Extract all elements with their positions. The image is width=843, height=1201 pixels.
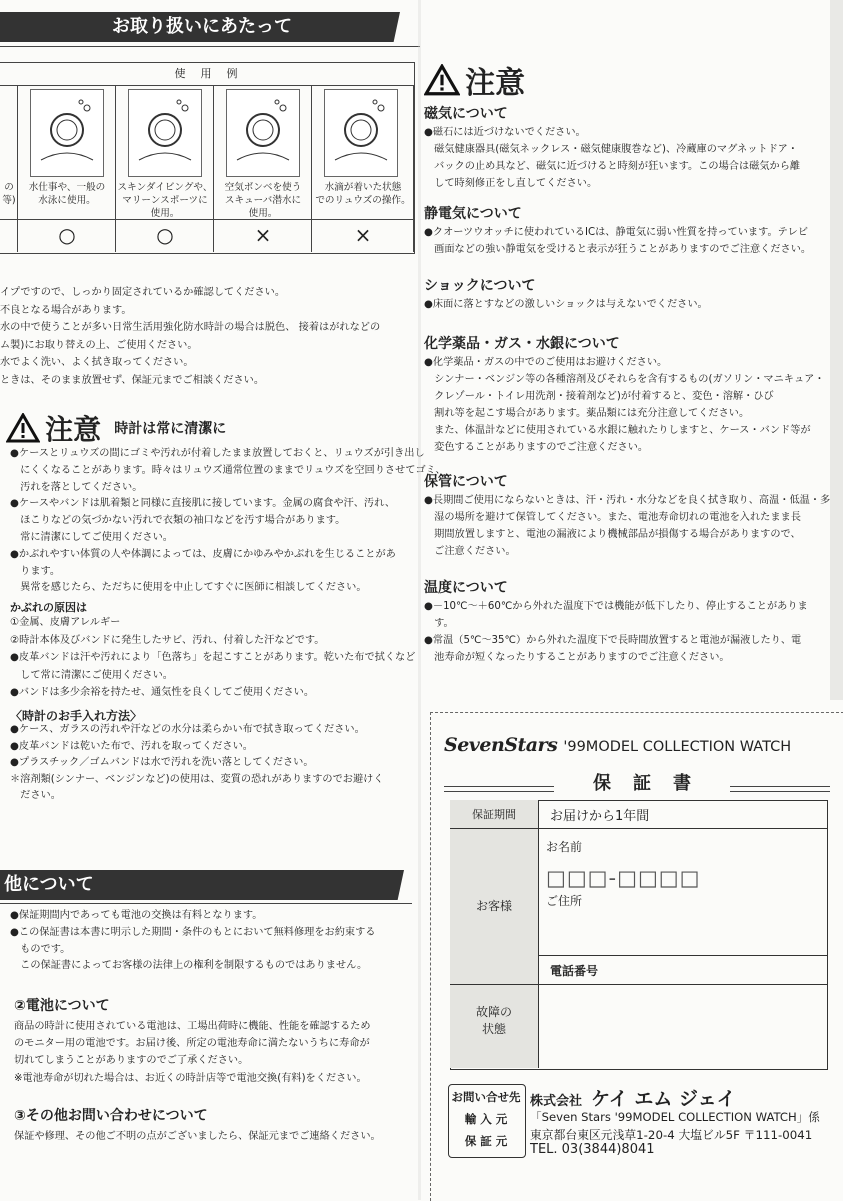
usage-divider: [214, 219, 312, 220]
caution-line: 期間放置しますと、電池の漏液により機械部品が損傷する場合がありますので、: [424, 529, 801, 540]
rash-lines: [10, 614, 415, 702]
warranty-company: [530, 1084, 736, 1111]
caution-section: [424, 472, 830, 560]
usage-caption: 空気ボンベを使う スキューバ潜水に 使用。: [224, 182, 302, 219]
warranty-fault-label: 故障の 状態: [475, 1005, 512, 1036]
text-line: 保証や修理、その他ご不明の点がございましたら、保証元までご連絡ください。: [14, 1131, 381, 1142]
caution-line: して時刻修正をし直してください。: [424, 178, 598, 189]
usage-cell: [0, 85, 18, 252]
text-line: 異常を感じたら、ただちに使用を中止してすぐに医師に相談してください。: [10, 582, 367, 594]
caution-line: ●常温（5℃～35℃）から外れた温度下で長時間放置すると電池が漏液したり、電: [424, 635, 802, 646]
usage-divider: [0, 219, 18, 220]
warranty-customer-label: お客様: [475, 899, 512, 913]
warranty-name-label: お名前: [546, 840, 583, 854]
caution-section: [424, 578, 830, 666]
text-line: ●ケースやバンドは肌着類と同様に直接肌に接しています。金属の腐食や汗、汚れ、: [10, 498, 396, 510]
text-line: ●この保証書は本書に明示した期間・条件のもとにおいて無料修理をお約束する: [10, 926, 376, 938]
caution-section-title: 温度について: [424, 580, 508, 596]
text-line: 水でよく洗い、よく拭き取ってください。: [0, 357, 194, 368]
other-header-title: 他について: [4, 874, 94, 895]
text-line: 不良となる場合があります。: [0, 304, 132, 316]
caution-section-title: 化学薬品・ガス・水銀について: [424, 336, 620, 352]
text-line: ときは、そのまま放置せず、保証元までご相談ください。: [0, 374, 265, 386]
text-line: この保証書によってお客様の法律上の権利を制限するものではありません。: [10, 960, 368, 972]
caution-line: ●磁石には近づけないでください。: [424, 127, 586, 138]
usage-cell: [18, 85, 116, 252]
warranty-title-rule-right: [730, 786, 830, 792]
text-line: して常に清潔にご使用ください。: [10, 669, 173, 681]
caution-line: す。: [424, 618, 454, 629]
caution-line: シンナー・ベンジン等の各種溶剤及びそれらを含有するもの(ガソリン・マニキュア・: [424, 374, 825, 385]
warranty-company-dept: 「Seven Stars '99MODEL COLLECTION WATCH」係: [530, 1110, 820, 1124]
text-line: 汚れを落としてください。: [10, 481, 143, 493]
warranty-product: '99MODEL COLLECTION WATCH: [563, 739, 792, 755]
text-line: ●プラスチック／ゴムバンドは水で汚れを洗い落としてください。: [10, 757, 314, 768]
text-line: ものです。: [10, 943, 71, 955]
battery-lines: [14, 1018, 371, 1087]
text-line: ●ケースとリュウズの間にゴミや汚れが付着したまま放置しておくと、リュウズが引き出し: [10, 448, 425, 459]
care-title: 〈時計のお手入れ方法〉: [10, 709, 143, 723]
usage-illustration: [30, 89, 104, 177]
caution-section: [424, 204, 830, 258]
warranty-col-divider: [538, 800, 539, 1068]
inquiry-title: ③その他お問い合わせについて: [14, 1108, 208, 1124]
text-line: 水の中で使うことが多い日常生活用強化防水時計の場合は脱色、 接着はがれなどの: [0, 322, 381, 333]
text-line: ＊溶剤類(シンナー、ベンジンなど)の使用は、変質の恐れがありますのでお避けく: [10, 773, 384, 785]
inquiry-lines: [14, 1128, 381, 1145]
clean-warning-subtitle: 時計は常に清潔に: [114, 421, 227, 437]
care-lines: [10, 722, 384, 805]
text-line: イプですので、しっかり固定されているか確認してください。: [0, 287, 286, 298]
warranty-phone-label: 電話番号: [550, 964, 599, 978]
caution-line: 池寿命が短くなったりすることがありますのでご注意ください。: [424, 652, 730, 663]
clean-lines: [10, 446, 446, 597]
left-notes: [0, 284, 380, 389]
caution-line: また、体温計などに使用されている水銀に触れたりしますと、ケース・バンド等が: [424, 425, 811, 436]
contact-label: 輸 入 元: [464, 1112, 508, 1126]
usage-caption: スキンダイビングや、 マリーンスポーツに 使用。: [117, 182, 213, 219]
warranty-title: 保 証 書: [593, 773, 693, 794]
caution-line: ●長期間ご使用にならないときは、汗・汚れ・水分などを良く拭き取り、高温・低温・多: [424, 495, 831, 506]
usage-caption: の 等): [2, 182, 16, 206]
text-line: ①金属、皮膚アレルギー: [10, 617, 121, 628]
caution-line: 変色することがありますのでご注意ください。: [424, 442, 649, 453]
warranty-brand-line: [444, 734, 791, 756]
warranty-company-name: ケイ エム ジェイ: [591, 1088, 736, 1110]
text-line: ム製)にお取り替えの上、ご使用ください。: [0, 339, 198, 351]
other-lines: [10, 908, 375, 975]
rash-title: かぶれの原因は: [10, 601, 87, 614]
warning-triangle-icon: [6, 413, 40, 443]
fold-line-right-edge: [830, 0, 843, 700]
warranty-tel: TEL. 03(3844)8041: [530, 1142, 655, 1157]
text-line: ●保証期間内であっても電池の交換は有料となります。: [10, 910, 263, 921]
top-header-rule: [0, 46, 420, 47]
text-line: ②時計本体及びバンドに発生したサビ、汚れ、付着した汗などです。: [10, 634, 325, 646]
caution-section-title: 磁気について: [424, 106, 508, 122]
usage-cell: [116, 85, 214, 252]
caution-heading: [424, 58, 525, 102]
text-line: ほこりなどの気づかない汚れで衣類の袖口などを汚す場合があります。: [10, 515, 346, 527]
text-line: ります。: [10, 565, 61, 577]
text-line: 常に清潔にしてご使用ください。: [10, 531, 173, 543]
usage-mark: ×: [354, 223, 372, 247]
text-line: 切れてしまうことがありますのでご了承ください。: [14, 1055, 249, 1067]
text-line: ●皮革バンドは汗や汚れにより「色落ち」を起こすことがあります。乾いた布で拭くなど: [10, 652, 416, 663]
caution-line: ●床面に落とすなどの激しいショックは与えないでください。: [424, 299, 708, 310]
caution-line: 割れ等を起こす場合があります。薬品類には充分注意してください。: [424, 408, 750, 419]
usage-cell: [312, 85, 414, 252]
clean-warning-heading: [6, 408, 226, 448]
fold-line-vertical: [418, 0, 421, 1200]
usage-divider: [18, 219, 116, 220]
text-line: のモニター用の電池です。お届け後、所定の電池寿命に満たないうちに寿命が: [14, 1038, 370, 1050]
usage-mark: ○: [58, 223, 76, 247]
usage-cell: [214, 85, 312, 252]
warranty-address: 東京都台東区元浅草1-20-4 大塩ビル5F 〒111-0041: [530, 1128, 813, 1142]
text-line: 商品の時計に使用されている電池は、工場出荷時に機能、性能を確認するため: [14, 1021, 371, 1032]
caution-section: [424, 334, 830, 456]
warranty-period-label: 保証期間: [472, 808, 516, 821]
usage-caption: 水滴が着いた状態 でのリュウズの操作。: [315, 182, 411, 206]
contact-label: お問い合せ先: [451, 1090, 521, 1104]
caution-title: 注意: [465, 66, 526, 101]
caution-line: 湿の場所を避けて保管してください。また、電池寿命切れの電池を入れたまま長: [424, 512, 801, 523]
caution-section: [424, 276, 830, 313]
other-header-rule: [0, 903, 412, 904]
text-line: ●皮革バンドは乾いた布で、汚れを取ってください。: [10, 740, 253, 752]
caution-line: バックの止め具など、磁気に近づけると時刻が狂います。この場合は磁気から離: [424, 161, 801, 172]
caution-line: ●クオーツウオッチに使われているICは、静電気に弱い性質を持っています。テレビ: [424, 227, 809, 238]
usage-caption: 水仕事や、一般の 水泳に使用。: [28, 182, 106, 206]
text-line: ださい。: [10, 790, 61, 801]
warranty-postal-field[interactable]: □□□-□□□□: [546, 866, 701, 890]
caution-line: 磁気健康器具(磁気ネックレス・磁気健康腹巻など)、冷蔵庫のマグネットドア・: [424, 144, 798, 155]
top-header-title: お取り扱いにあたって: [112, 16, 292, 37]
usage-table-header: 使 用 例: [0, 63, 414, 86]
caution-section-title: ショックについて: [424, 278, 536, 294]
caution-line: ●化学薬品・ガスの中でのご使用はお避けください。: [424, 357, 668, 368]
clean-warning-title: 注意: [45, 413, 102, 446]
text-line: にくくなることがあります。時々はリュウズ通常位置のままでリュウズを空回りさせてゴミ、: [10, 464, 446, 476]
usage-mark: ×: [254, 223, 272, 247]
caution-section-title: 静電気について: [424, 206, 522, 222]
caution-line: ●－10℃～＋60℃から外れた温度下では機能が低下したり、停止することがありま: [424, 601, 808, 612]
warranty-row-divider-2: [538, 955, 827, 956]
text-line: ●バンドは多少余裕を持たせ、通気性を良くしてご使用ください。: [10, 687, 315, 698]
text-line: ●かぶれやすい体質の人や体調によっては、皮膚にかゆみやかぶれを生じることがあ: [10, 548, 396, 560]
usage-mark: ○: [156, 223, 174, 247]
usage-divider: [312, 219, 414, 220]
contact-label: 保 証 元: [464, 1134, 508, 1148]
battery-title: ②電池について: [14, 998, 110, 1014]
usage-illustration: [324, 89, 398, 177]
caution-line: ご注意ください。: [424, 546, 516, 557]
text-line: ※電池寿命が切れた場合は、お近くの時計店等で電池交換(有料)をください。: [14, 1072, 367, 1084]
warranty-company-prefix: 株式会社: [530, 1094, 583, 1109]
text-line: ●ケース、ガラスの汚れや汗などの水分は柔らかい布で拭き取ってください。: [10, 724, 365, 735]
usage-divider: [116, 219, 214, 220]
warranty-address-label: ご住所: [546, 894, 583, 908]
usage-illustration: [226, 89, 300, 177]
warning-triangle-icon: [424, 64, 460, 96]
warranty-title-rule-left: [444, 786, 554, 792]
warranty-brand: SevenStars: [444, 734, 558, 756]
warranty-period-value: お届けから1年間: [550, 809, 650, 824]
caution-section: [424, 104, 830, 192]
caution-line: クレゾール・トイレ用洗剤・接着剤など)が付着すると、変色・溶解・ひび: [424, 391, 774, 402]
caution-line: 画面などの強い静電気を受けると表示が狂うことがありますのでご注意ください。: [424, 244, 812, 255]
caution-section-title: 保管について: [424, 474, 508, 490]
usage-illustration: [128, 89, 202, 177]
